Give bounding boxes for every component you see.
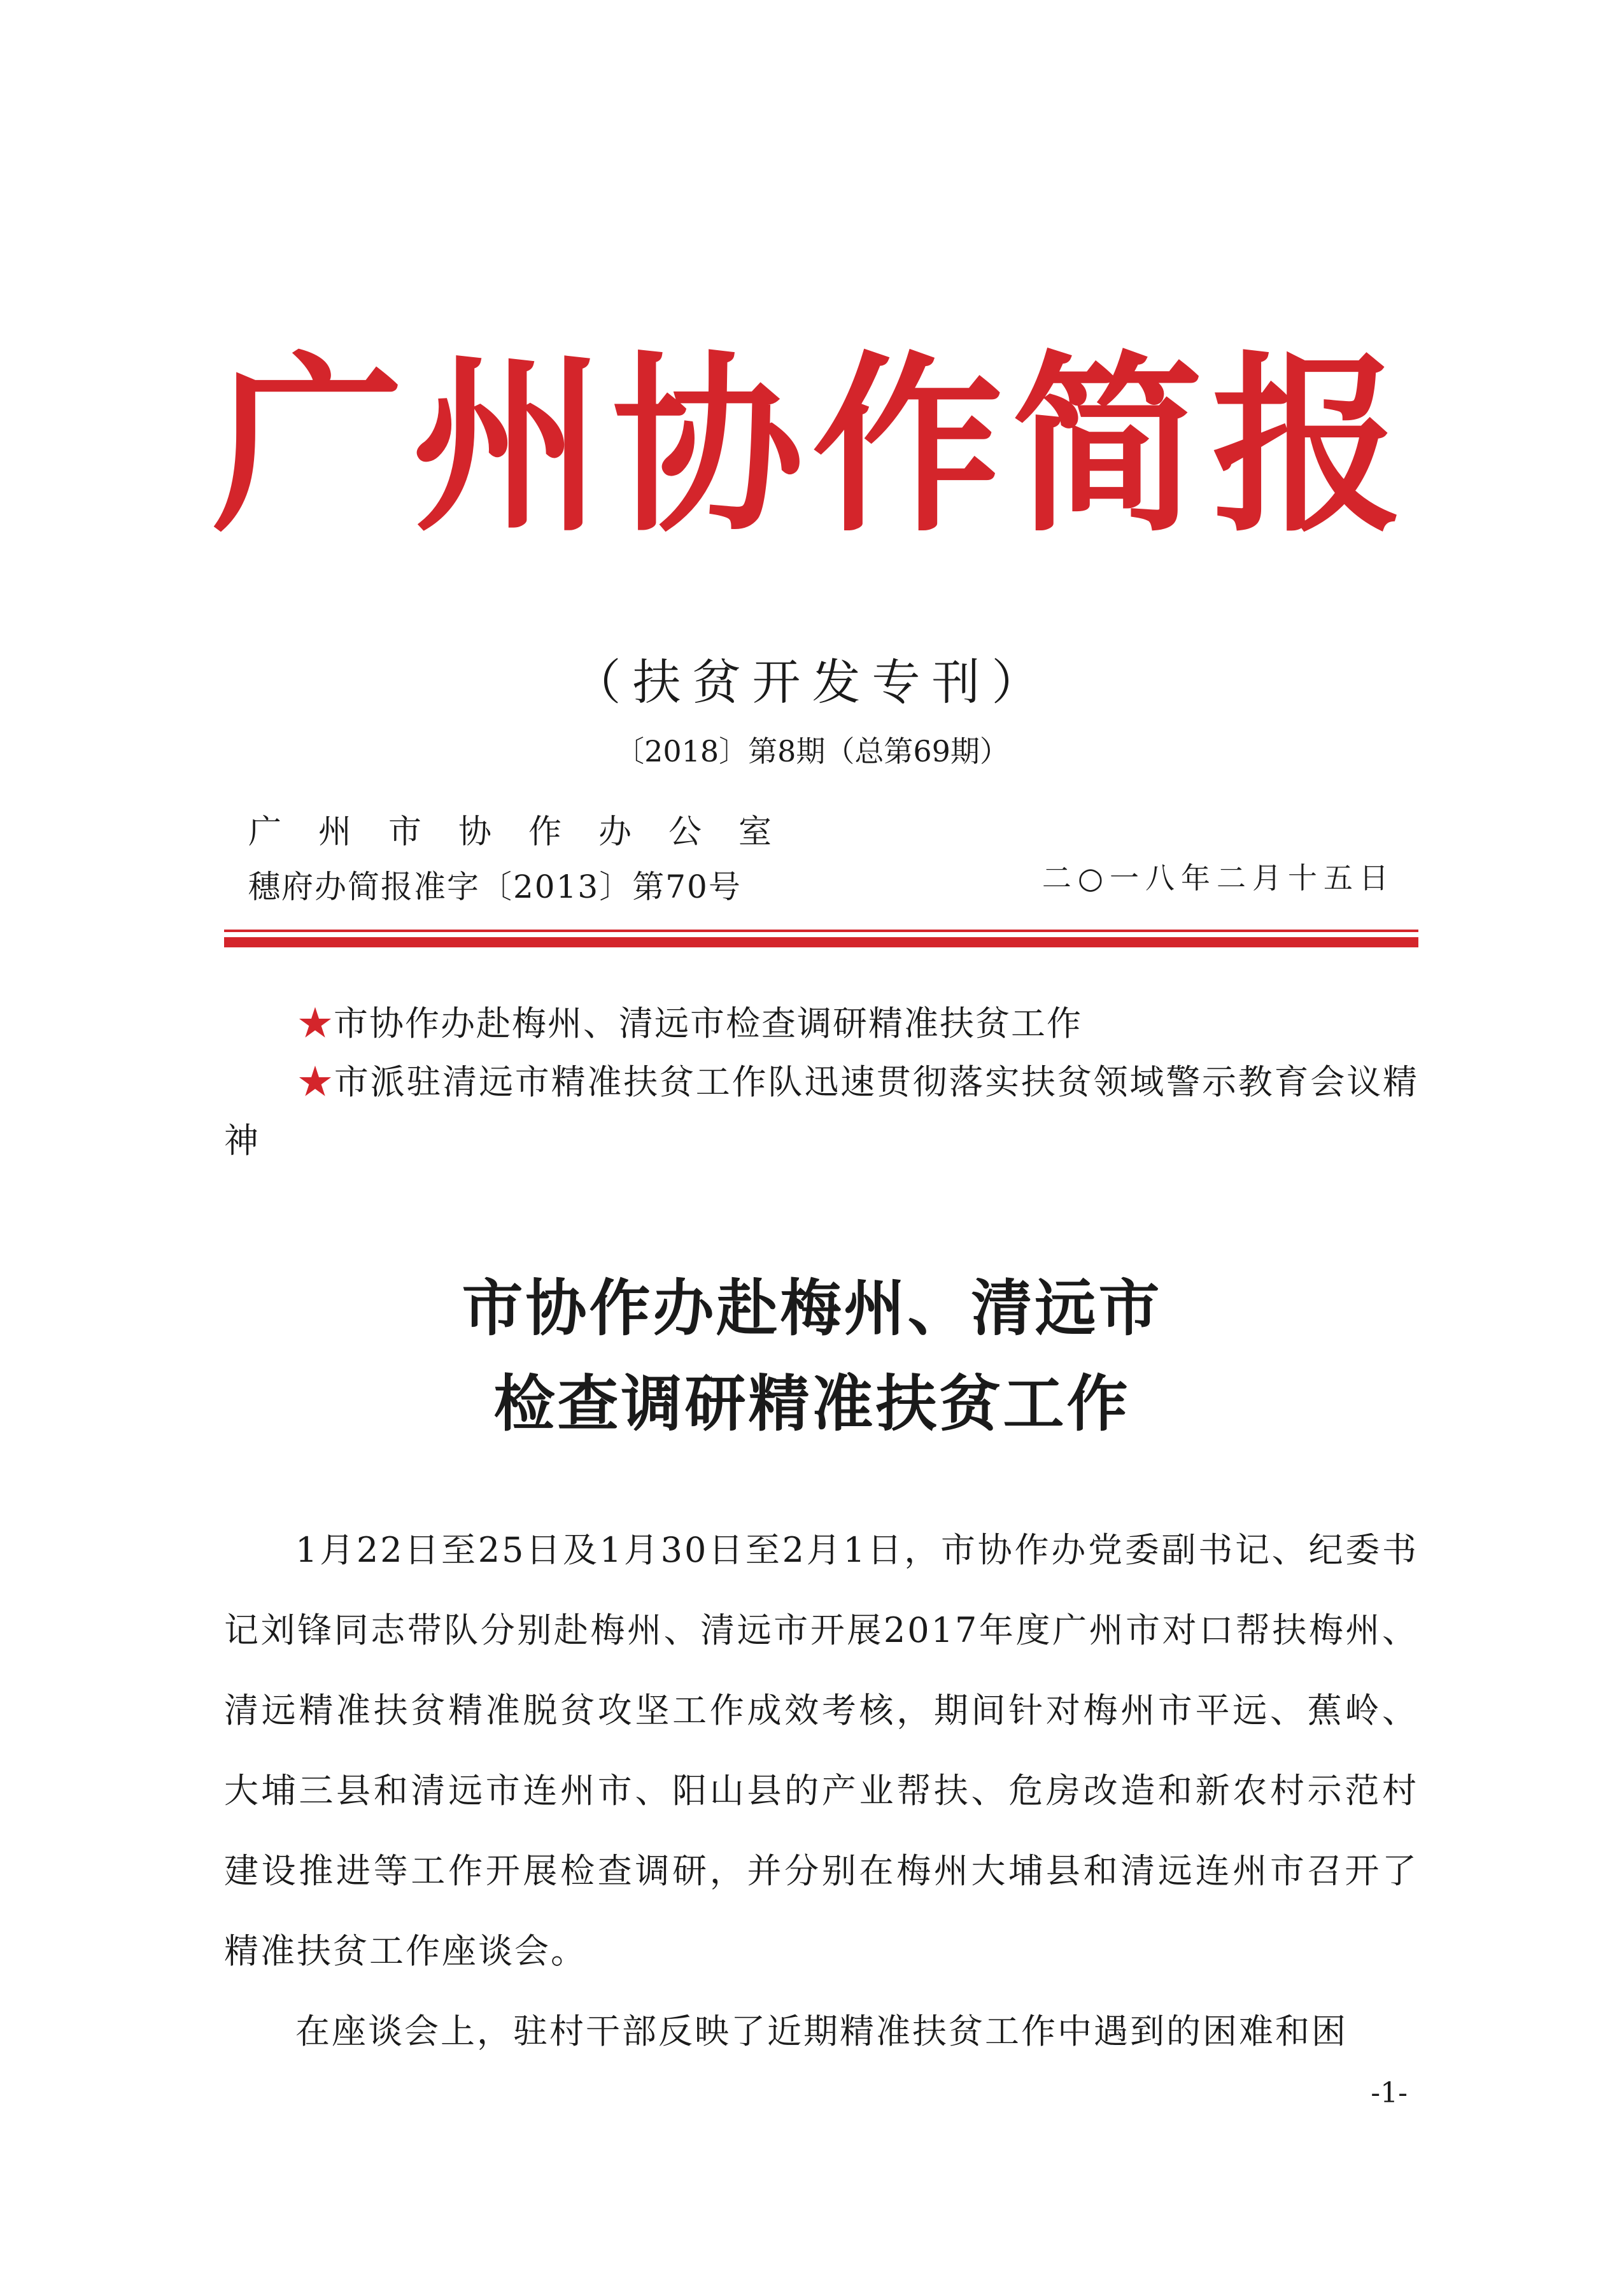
article-title-line-1: 市协作办赴梅州、清远市 (462, 1272, 1162, 1344)
header-rule-thick (224, 937, 1418, 947)
masthead-title: 广州协作简报 (212, 333, 1412, 558)
article-body (224, 1510, 1418, 2072)
header-rule-thin (224, 930, 1418, 932)
article-title (0, 1261, 1624, 1452)
masthead-subtitle: （扶贫开发专刊） (572, 654, 1052, 711)
issue-date: 二○一八年二月十五日 (1041, 861, 1395, 895)
contents-item-text: 市派驻清远市精准扶贫工作队迅速贯彻落实扶贫领域警示教育会议精神 (224, 1062, 1419, 1161)
contents-list (224, 994, 1418, 1170)
contents-item[interactable] (224, 1053, 1418, 1170)
contents-item[interactable] (224, 994, 1418, 1053)
body-paragraph: 1月22日至25日及1月30日至2月1日，市协作办党委副书记、纪委书记刘锋同志带队分别赴梅州、清远市开展2017年度广州市对口帮扶梅州、清远精准扶贫精准脱贫攻坚工作成效考核，期间针对梅州市平远、蕉岭、大埔三县和清远市连州市、阳山县的产业帮扶、危房改造和新农村示范村建设推进等工作开展检查调研，并分别在梅州大埔县和清远连州市召开了精准扶贫工作座谈会。 (224, 1530, 1418, 1971)
contents-item-text: 市协作办赴梅州、清远市检查调研精准扶贫工作 (334, 1003, 1082, 1043)
page-number: -1- (1371, 2077, 1408, 2109)
approval-number: 穗府办简报准字〔2013〕第70号 (248, 868, 742, 905)
star-icon: ★ (298, 1003, 334, 1043)
issuing-organization: 广州市协作办公室 (248, 813, 809, 851)
body-paragraph: 在座谈会上，驻村干部反映了近期精准扶贫工作中遇到的困难和困 (295, 2011, 1348, 2051)
star-icon: ★ (298, 1062, 334, 1102)
article-title-line-2: 检查调研精准扶贫工作 (493, 1368, 1131, 1440)
issue-number: 〔2018〕第8期（总第69期） (615, 734, 1009, 768)
